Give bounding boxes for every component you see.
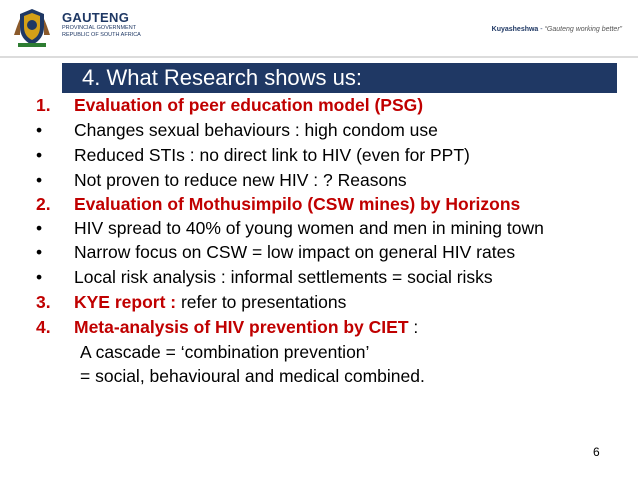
list-item <box>36 145 616 165</box>
bullet-icon: • <box>36 145 43 165</box>
list-marker: 1. <box>36 95 51 115</box>
tagline-brand: Kuyasheshwa <box>491 26 539 33</box>
list-item <box>36 120 616 140</box>
page-number: 6 <box>593 445 600 459</box>
cascade-line: A cascade = ‘combination prevention’ <box>80 342 370 362</box>
list-item-text: Meta-analysis of HIV prevention by CIET <box>74 317 409 337</box>
list-item-text: Evaluation of Mothusimpilo (CSW mines) by Horizons <box>74 194 521 214</box>
list-item-rest: refer to presentations <box>180 292 347 312</box>
list-item <box>36 219 616 238</box>
list-item-text: Reduced STIs : no direct link to HIV (even for PPT) <box>74 145 470 165</box>
list-item-text: KYE report : <box>74 292 181 312</box>
list-item <box>36 195 616 214</box>
list-item-text: Not proven to reduce new HIV : ? Reasons <box>74 170 407 190</box>
org-subtitle-2: REPUBLIC OF SOUTH AFRICA <box>62 32 141 38</box>
org-subtitle-1: PROVINCIAL GOVERNMENT <box>62 25 137 31</box>
list-item-text: Narrow focus on CSW = low impact on general HIV rates <box>74 242 516 262</box>
list-item-text: Changes sexual behaviours : high condom use <box>74 120 438 140</box>
slide-title: 4. What Research shows us: <box>62 63 617 93</box>
list-marker: 4. <box>36 317 51 337</box>
org-name: GAUTENG <box>62 10 130 25</box>
list-item <box>36 95 616 115</box>
coat-of-arms-icon <box>10 5 54 49</box>
list-item <box>36 292 616 312</box>
bullet-icon: • <box>36 120 43 140</box>
tagline <box>492 26 622 33</box>
list-item-text: Local risk analysis : informal settlements = social risks <box>74 267 493 287</box>
tagline-separator: - <box>538 26 545 33</box>
list-item <box>36 267 616 287</box>
bullet-icon: • <box>36 170 43 190</box>
slide-header <box>0 0 638 56</box>
combined-line: = social, behavioural and medical combined. <box>80 366 425 386</box>
org-logo-text <box>62 10 141 39</box>
list-item <box>36 243 616 262</box>
list-item-text: Evaluation of peer education model (PSG) <box>74 95 424 115</box>
bullet-icon: • <box>36 242 43 262</box>
tagline-quote: “Gauteng working better” <box>544 26 622 33</box>
list-item-rest: : <box>408 317 419 337</box>
list-marker: 3. <box>36 292 51 312</box>
bullet-icon: • <box>36 267 43 287</box>
header-divider <box>0 56 638 58</box>
list-item <box>36 170 616 190</box>
bullet-icon: • <box>36 218 43 238</box>
list-item <box>36 317 616 337</box>
list-marker: 2. <box>36 194 51 214</box>
list-item-text: HIV spread to 40% of young women and men in mining town <box>74 218 544 238</box>
slide-body <box>36 95 616 390</box>
